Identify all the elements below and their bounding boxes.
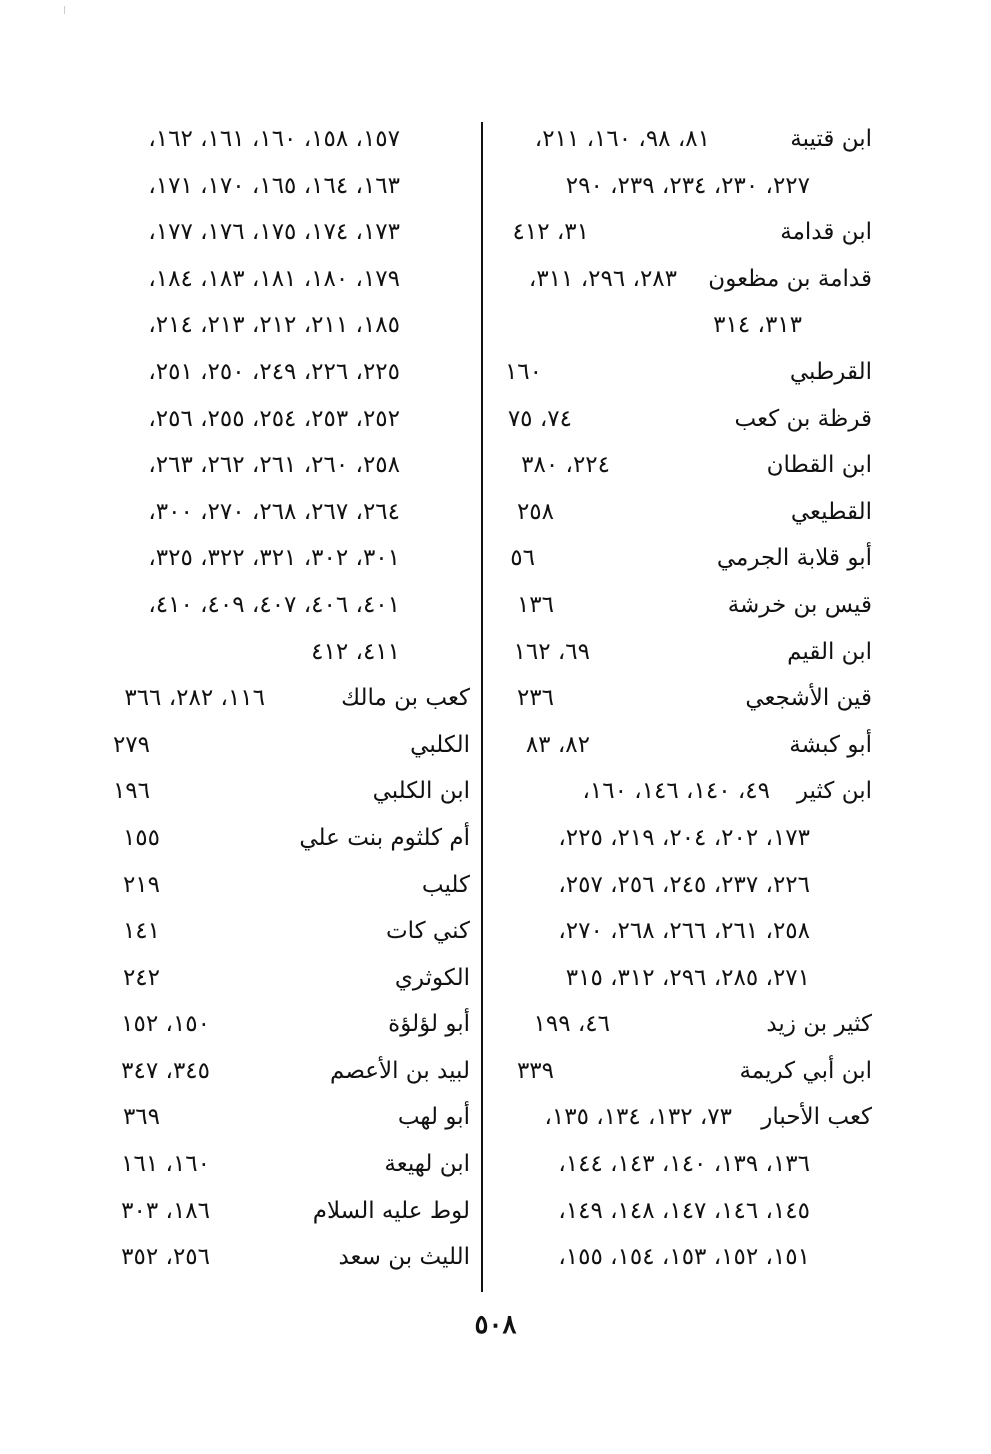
index-entry (60, 908, 470, 955)
index-entry (492, 722, 872, 769)
entry-pages: ١٧٣، ١٧٤، ١٧٥، ١٧٦، ١٧٧، (148, 219, 400, 246)
index-entry (60, 1188, 470, 1235)
right-column (492, 116, 872, 1281)
entry-pages: ٢٢٥، ٢٢٦، ٢٤٩، ٢٥٠، ٢٥١، (148, 358, 400, 385)
entry-pages: ٣٠١، ٣٠٢، ٣٢١، ٣٢٢، ٣٢٥، (148, 545, 400, 572)
entry-name: ابن القيم (787, 638, 872, 665)
index-entry (60, 1141, 470, 1188)
index-entry (492, 768, 872, 815)
index-entry (60, 955, 470, 1002)
entry-pages: ٢٥٢، ٢٥٣، ٢٥٤، ٢٥٥، ٢٥٦، (148, 405, 400, 432)
index-entry (492, 489, 872, 536)
entry-pages: ٧٤، ٧٥ (507, 405, 572, 432)
entry-pages: ٢٣٦ (516, 685, 554, 712)
entry-pages: ٣٣٩ (516, 1057, 554, 1084)
index-entry (60, 1234, 470, 1281)
scan-mark (64, 6, 65, 14)
entry-pages: ١٣٦، ١٣٩، ١٤٠، ١٤٣، ١٤٤، (558, 1151, 810, 1178)
entry-name: ابن لهيعة (384, 1151, 470, 1178)
index-entry (492, 862, 872, 909)
entry-name: ابن قدامة (780, 219, 872, 246)
index-entry (492, 582, 872, 629)
entry-name: أبو قلابة الجرمي (716, 545, 872, 572)
page-number: ٥٠٨ (474, 1310, 517, 1340)
index-entry (60, 1048, 470, 1095)
index-entry (60, 163, 470, 210)
index-entry (60, 535, 470, 582)
entry-pages: ٢٢٦، ٢٣٧، ٢٤٥، ٢٥٦، ٢٥٧، (558, 871, 810, 898)
index-entry (60, 1001, 470, 1048)
entry-pages: ٤١١، ٤١٢ (311, 638, 400, 665)
entry-pages: ٢١٩ (122, 871, 160, 898)
index-entry (60, 582, 470, 629)
entry-pages: ٨٢، ٨٣ (525, 731, 590, 758)
entry-pages: ٣٦٩ (122, 1104, 160, 1131)
index-entry (492, 302, 872, 349)
entry-name: القطيعي (790, 498, 872, 525)
entry-pages: ١٣٦ (516, 591, 554, 618)
entry-name: أم كلثوم بنت علي (299, 824, 470, 851)
entry-pages: ١٥٠، ١٥٢ (121, 1011, 210, 1038)
index-entry (60, 302, 470, 349)
entry-pages: ١٧٩، ١٨٠، ١٨١، ١٨٣، ١٨٤، (148, 265, 400, 292)
entry-pages: ٢٨٣، ٢٩٦، ٣١١، (528, 265, 677, 292)
entry-name: كني كات (386, 918, 470, 945)
entry-pages: ٢٥٦، ٣٥٢ (121, 1244, 210, 1271)
entry-pages: ٨١، ٩٨، ١٦٠، ٢١١، (534, 126, 710, 152)
entry-pages: ٢٦٤، ٢٦٧، ٢٦٨، ٢٧٠، ٣٠٠، (148, 498, 400, 525)
entry-pages: ١٦٠، ١٦١ (121, 1151, 210, 1178)
entry-pages: ١٤٥، ١٤٦، ١٤٧، ١٤٨، ١٤٩، (558, 1197, 810, 1224)
entry-name: أبو كبشة (789, 731, 872, 758)
index-entry (492, 1141, 872, 1188)
entry-pages: ١٤١ (122, 918, 160, 945)
entry-name: القرطبي (789, 358, 872, 385)
entry-pages: ٤٠١، ٤٠٦، ٤٠٧، ٤٠٩، ٤١٠، (148, 591, 400, 618)
index-entry (60, 209, 470, 256)
entry-name: كعب الأحبار (761, 1104, 872, 1131)
column-divider (481, 122, 483, 1292)
entry-pages: ٣١، ٤١٢ (512, 219, 589, 246)
entry-pages: ٤٦، ١٩٩ (533, 1011, 610, 1038)
entry-pages: ٢٧٩ (112, 731, 150, 758)
entry-pages: ٢٥٨ (516, 498, 554, 525)
entry-name: كليب (421, 871, 470, 898)
entry-name: الكلبي (410, 731, 470, 758)
entry-pages: ١٥٥ (122, 824, 160, 851)
entry-pages: ٥٦ (510, 545, 535, 572)
entry-name: ابن القطان (766, 452, 872, 479)
entry-pages: ٦٩، ١٦٢ (513, 638, 590, 665)
entry-pages: ٢٤٢ (122, 964, 160, 991)
entry-name: لوط عليه السلام (312, 1197, 470, 1224)
index-entry (492, 116, 872, 163)
index-entry (492, 349, 872, 396)
index-entry (60, 442, 470, 489)
entry-pages: ٢٧١، ٢٨٥، ٢٩٦، ٣١٢، ٣١٥ (565, 964, 810, 991)
entry-pages: ١١٦، ٢٨٢، ٣٦٦ (124, 685, 265, 712)
index-entry (492, 396, 872, 443)
index-entry (60, 815, 470, 862)
index-entry (60, 116, 470, 163)
entry-name: الليث بن سعد (338, 1244, 470, 1271)
entry-name: ابن أبي كريمة (739, 1057, 872, 1084)
entry-name: قيس بن خرشة (727, 591, 872, 618)
entry-name: أبو لهب (397, 1104, 470, 1131)
index-entry (492, 535, 872, 582)
entry-name: لبيد بن الأعصم (330, 1057, 470, 1084)
index-entry (60, 675, 470, 722)
entry-name: كثير بن زيد (766, 1011, 872, 1038)
index-entry (492, 256, 872, 303)
entry-name: ابن قتيبة (790, 126, 872, 152)
entry-name: قين الأشجعي (745, 685, 872, 712)
entry-pages: ١٥٧، ١٥٨، ١٦٠، ١٦١، ١٦٢، (148, 126, 400, 152)
entry-pages: ١٦٠ (504, 358, 542, 385)
index-entry (492, 1234, 872, 1281)
index-entry (60, 489, 470, 536)
index-entry (492, 815, 872, 862)
index-entry (492, 442, 872, 489)
index-entry (60, 256, 470, 303)
index-entry (60, 629, 470, 676)
index-entry (492, 629, 872, 676)
index-entry (60, 862, 470, 909)
left-column (60, 116, 470, 1281)
index-entry (492, 163, 872, 210)
index-entry (60, 396, 470, 443)
entry-pages: ١٧٣، ٢٠٢، ٢٠٤، ٢١٩، ٢٢٥، (558, 824, 810, 851)
entry-pages: ٧٣، ١٣٢، ١٣٤، ١٣٥، (544, 1104, 732, 1131)
entry-name: الكوثري (394, 964, 470, 991)
index-entry (492, 1048, 872, 1095)
index-entry (492, 675, 872, 722)
index-entry (60, 349, 470, 396)
entry-pages: ٤٩، ١٤٠، ١٤٦، ١٦٠، (582, 778, 770, 805)
index-entry (492, 209, 872, 256)
index-entry (492, 1188, 872, 1235)
index-entry (492, 1094, 872, 1141)
entry-pages: ١٨٦، ٣٠٣ (121, 1197, 210, 1224)
entry-name: قرظة بن كعب (734, 405, 872, 432)
entry-name: كعب بن مالك (341, 685, 470, 712)
entry-pages: ٢٢٧، ٢٣٠، ٢٣٤، ٢٣٩، ٢٩٠ (565, 172, 810, 199)
index-entry (60, 768, 470, 815)
entry-pages: ١٥١، ١٥٢، ١٥٣، ١٥٤، ١٥٥، (558, 1244, 810, 1271)
entry-pages: ١٦٣، ١٦٤، ١٦٥، ١٧٠، ١٧١، (148, 172, 400, 199)
index-entry (60, 722, 470, 769)
entry-pages: ٣١٣، ٣١٤ (713, 312, 802, 339)
entry-name: أبو لؤلؤة (388, 1011, 470, 1038)
index-entry (492, 908, 872, 955)
entry-pages: ٢٥٨، ٢٦١، ٢٦٦، ٢٦٨، ٢٧٠، (558, 918, 810, 945)
entry-pages: ٢٥٨، ٢٦٠، ٢٦١، ٢٦٢، ٢٦٣، (148, 452, 400, 479)
entry-pages: ١٩٦ (112, 778, 150, 805)
index-entry (492, 1001, 872, 1048)
entry-pages: ٣٤٥، ٣٤٧ (121, 1057, 210, 1084)
entry-name: ابن الكلبي (372, 778, 470, 805)
entry-name: ابن كثير (796, 778, 872, 805)
index-entry (492, 955, 872, 1002)
entry-pages: ٢٢٤، ٣٨٠ (521, 452, 610, 479)
entry-pages: ١٨٥، ٢١١، ٢١٢، ٢١٣، ٢١٤، (148, 312, 400, 339)
index-entry (60, 1094, 470, 1141)
entry-name: قدامة بن مظعون (708, 265, 872, 292)
